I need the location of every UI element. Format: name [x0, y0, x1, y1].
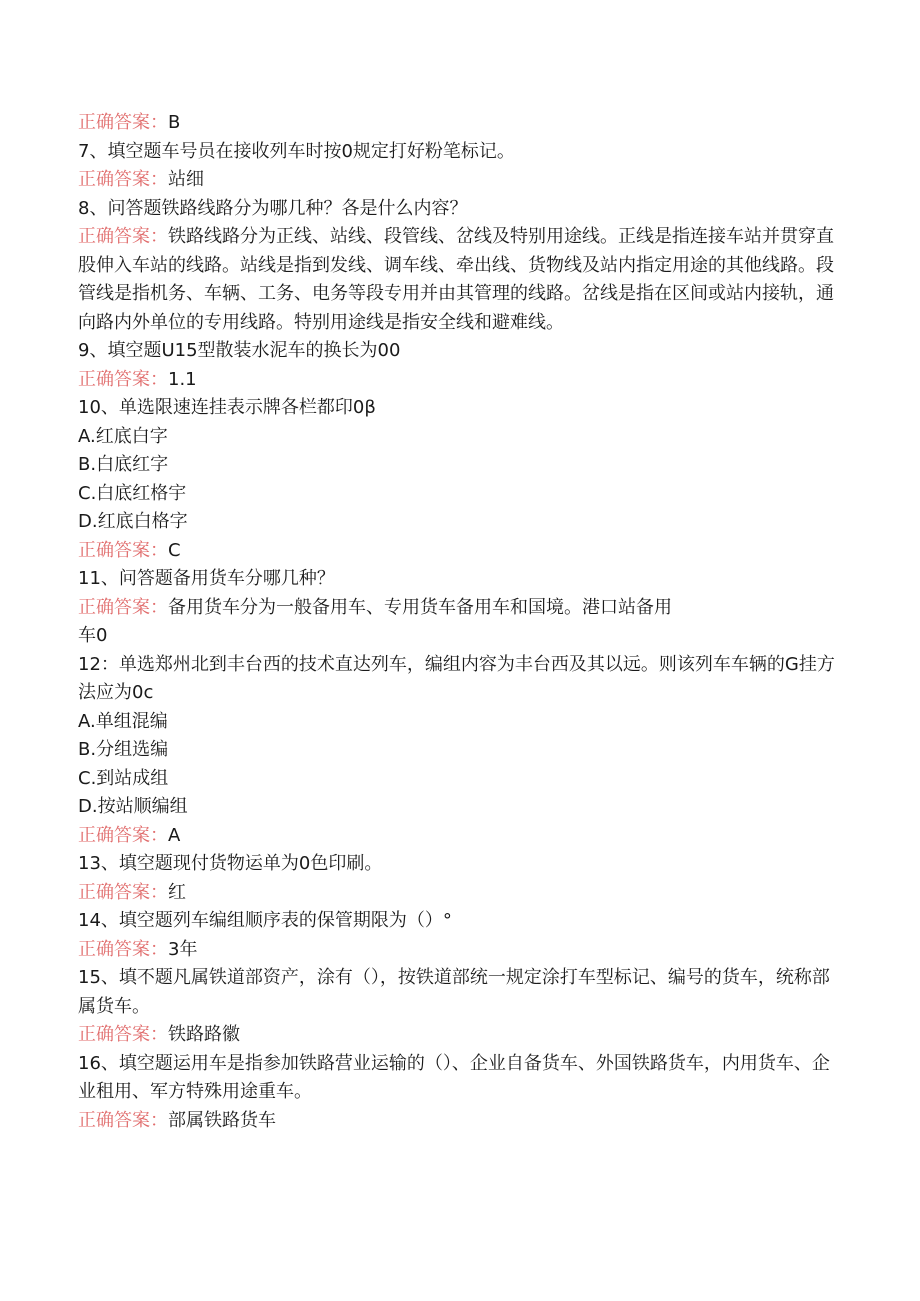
option-c: C.白底红格宇 [78, 482, 187, 504]
answer-text: 红 [168, 881, 186, 903]
question-11: 11、问答题备用货车分哪几种？ [78, 568, 335, 589]
question-10: 10、单选限速连挂表示牌各栏都印0β [78, 397, 376, 418]
answer-text: 3年 [168, 938, 198, 960]
option-c: C.到站成组 [78, 767, 169, 789]
option-d: D.红底白格字 [78, 511, 188, 532]
answer-line-12 [78, 822, 838, 851]
question-7: 7、填空题车号员在接收列车时按0规定打好粉笔标记。 [78, 140, 515, 162]
answer-label: 正确答案： [78, 1109, 168, 1131]
option-d: D.按站顺编组 [78, 796, 188, 817]
answer-line-6 [78, 109, 838, 138]
question-8: 8、问答题铁路线路分为哪几种？各是什么内容？ [78, 197, 468, 219]
answer-label: 正确答案： [78, 112, 168, 133]
answer-text: 站细 [168, 169, 204, 190]
question-16: 16、填空题运用车是指参加铁路营业运输的（）、企业自备货车、外国铁路货车，内用货车、企业租用、军方特殊用途重车。 [78, 1052, 830, 1102]
answer-label: 正确答案： [78, 169, 168, 190]
answer-line-13 [78, 879, 838, 908]
answer-text: 铁路线路分为正线、站线、段管线、岔线及特别用途线。正线是指连接车站并贯穿直股伸入车站的线路。站线是指到发线、调车线、牵出线、货物线及站内指定用途的其他线路。段管线是指机务、车辆、工务、电务等段专用并由其管理的线路。岔线是指在区间或站内接轨，通向路内外单位的专用线路。特别用途线是指安全线和避难线。 [78, 226, 834, 333]
answer-label: 正确答案： [78, 938, 168, 960]
answer-text: A [168, 824, 181, 846]
answer-line-14 [78, 936, 838, 965]
question-14: 14、填空题列车编组顺序表的保管期限为（）° [78, 910, 452, 931]
question-12: 12：单选郑州北到丰台西的技术直达列车，编组内容为丰台西及其以远。则该列车车辆的G挂方法应为0c [78, 653, 835, 703]
answer-label: 正确答案： [78, 539, 168, 561]
answer-label: 正确答案： [78, 881, 168, 903]
answer-line-11-cont: 车0 [78, 625, 108, 646]
answer-line-16 [78, 1107, 838, 1136]
answer-text: 部属铁路货车 [168, 1109, 276, 1131]
answer-line-9 [78, 366, 838, 395]
document-page [78, 109, 838, 1135]
option-b: B.分组选编 [78, 739, 169, 760]
question-15: 15、填不题凡属铁道部资产，涂有（），按铁道部统一规定涂打车型标记、编号的货车，统称部属货车。 [78, 967, 830, 1017]
answer-text: C [168, 539, 181, 561]
answer-label: 正确答案： [78, 368, 168, 390]
answer-text: 铁路路徽 [168, 1024, 240, 1045]
question-9: 9、填空题U15型散装水泥车的换长为00 [78, 340, 401, 361]
answer-text: B [168, 112, 181, 133]
answer-line-15 [78, 1021, 838, 1050]
answer-text: 备用货车分为一般备用车、专用货车备用车和国境。港口站备用 [168, 596, 672, 618]
answer-label: 正确答案： [78, 226, 168, 247]
answer-line-8 [78, 223, 838, 337]
option-b: B.白底红字 [78, 454, 169, 475]
option-a: A.红底白字 [78, 425, 168, 447]
answer-label: 正确答案： [78, 596, 168, 618]
answer-label: 正确答案： [78, 1024, 168, 1045]
answer-line-11 [78, 594, 838, 623]
answer-text: 1.1 [168, 368, 197, 390]
question-13: 13、填空题现付货物运单为0色印刷。 [78, 853, 383, 874]
answer-line-7 [78, 166, 838, 195]
option-a: A.单组混编 [78, 710, 168, 732]
answer-line-10 [78, 537, 838, 566]
answer-label: 正确答案： [78, 824, 168, 846]
